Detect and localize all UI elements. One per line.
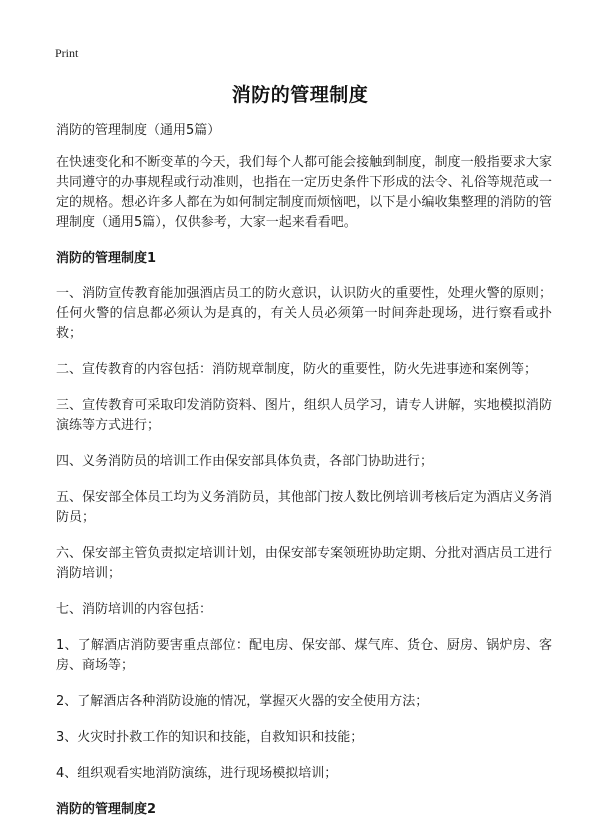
list-item: 六、保安部主管负责拟定培训计划，由保安部专案领班协助定期、分批对酒店员工进行消防培训； (56, 546, 552, 581)
section-heading-1: 消防的管理制度1 (56, 251, 157, 266)
intro-paragraph: 在快速变化和不断变革的今天，我们每个人都可能会接触到制度，制度一般指要求大家共同遵守的办事规程或行动准则，也指在一定历史条件下形成的法令、礼俗等规范或一定的规格。想必许多人都在为如何制定制度而烦恼吧，以下是小编收集整理的消防的管理制度（通用5篇），仅供参考，大家一起来看看吧。 (56, 155, 552, 230)
document-subtitle: 消防的管理制度（通用5篇） (56, 123, 221, 138)
document-body (56, 121, 552, 835)
list-item: 二、宣传教育的内容包括：消防规章制度，防火的重要性，防火先进事迹和案例等； (56, 362, 538, 377)
list-item: 一、消防宣传教育能加强酒店员工的防火意识，认识防火的重要性，处理火警的原则；任何火警的信息都必须认为是真的，有关人员必须第一时间奔赴现场，进行察看或扑救； (56, 286, 552, 341)
list-item: 五、保安部全体员工均为义务消防员，其他部门按人数比例培训考核后定为酒店义务消防员； (56, 490, 552, 525)
section-heading-2: 消防的管理制度2 (56, 802, 157, 817)
list-item: 七、消防培训的内容包括： (56, 602, 213, 617)
list-item: 1、了解酒店消防要害重点部位：配电房、保安部、煤气库、货仓、厨房、锅炉房、客房、商场等； (56, 638, 552, 673)
list-item: 三、宣传教育可采取印发消防资料、图片，组织人员学习，请专人讲解，实地模拟消防演练等方式进行； (56, 398, 552, 433)
list-item: 3、火灾时扑救工作的知识和技能，自救知识和技能； (56, 730, 364, 745)
print-label: Print (55, 46, 79, 60)
list-item: 2、了解酒店各种消防设施的情况，掌握灭火器的安全使用方法； (56, 694, 429, 709)
list-item: 4、组织观看实地消防演练，进行现场模拟培训； (56, 766, 338, 781)
list-item: 四、义务消防员的培训工作由保安部具体负责，各部门协助进行； (56, 454, 434, 469)
document-title: 消防的管理制度 (231, 84, 369, 106)
